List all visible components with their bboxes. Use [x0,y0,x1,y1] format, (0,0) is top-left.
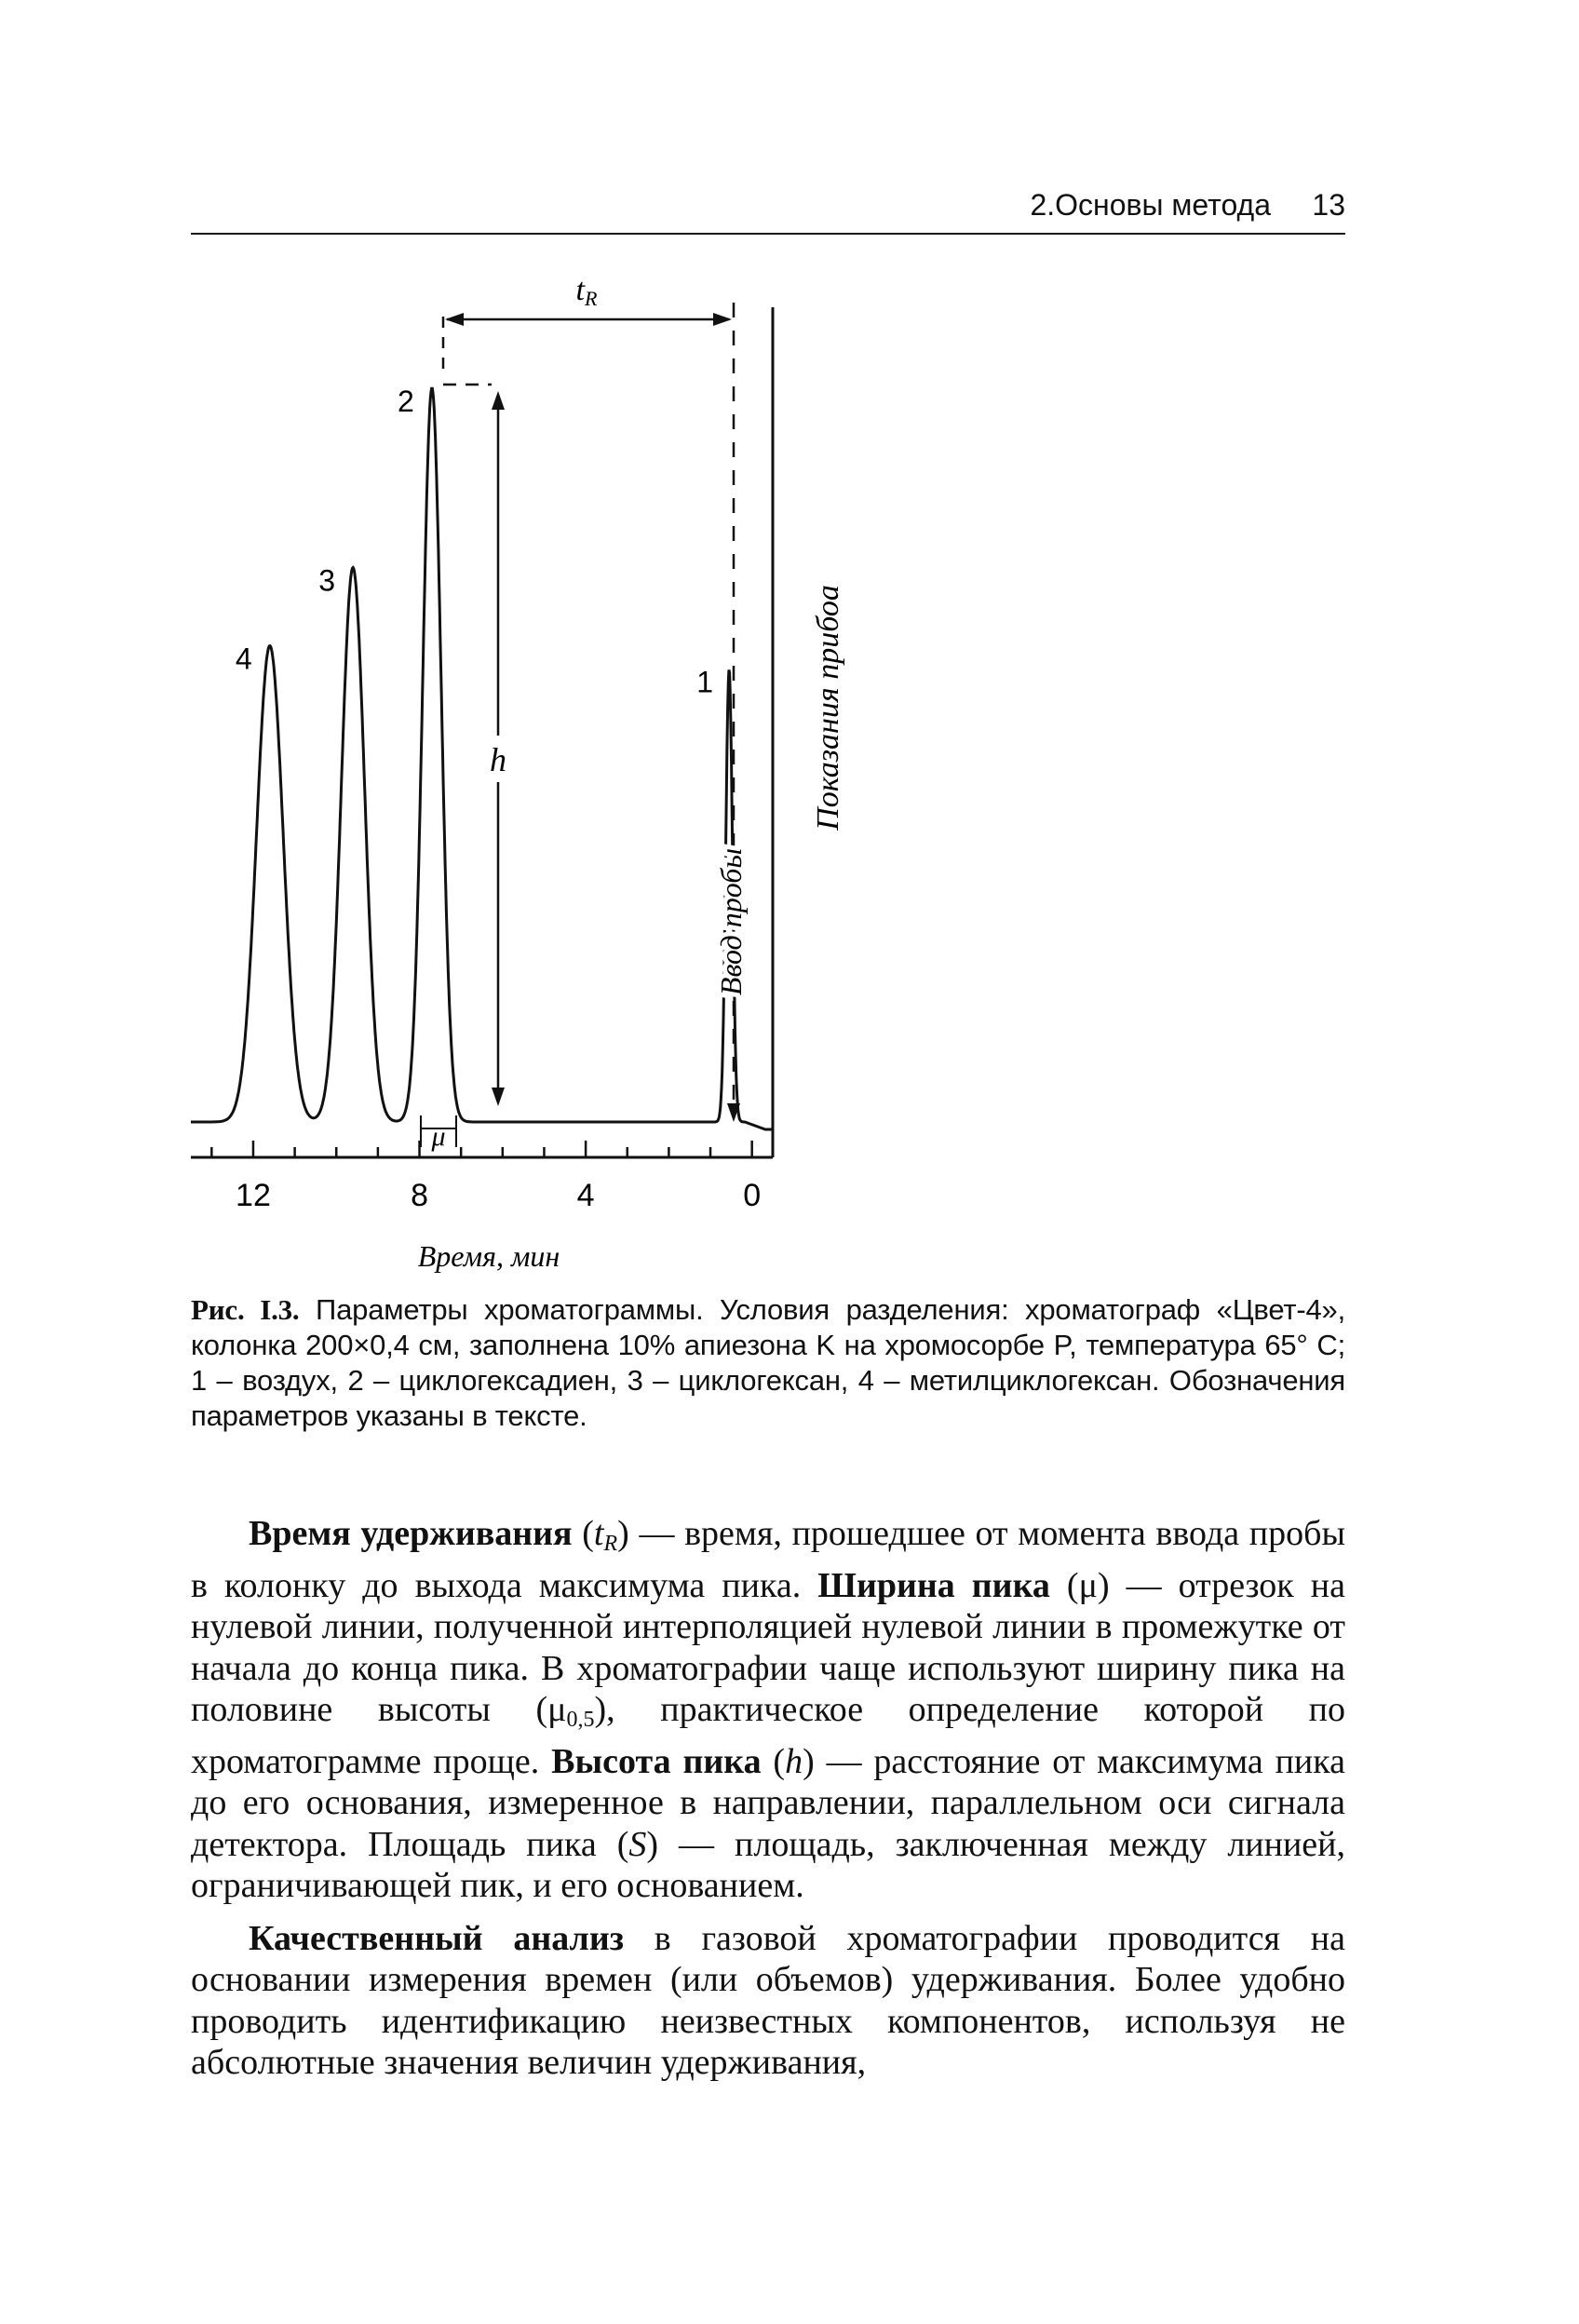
tr-arrow-left [445,313,464,326]
paragraph-qualitative-analysis: Качественный анализ в газовой хроматографии проводится на основании измерения времен (или объемов) удерживания. Более удобно проводить идентификацию неизвестных компонентов, используя не абсолютные значения величин удерживания, [191,1918,1345,2082]
width-label: μ [431,1121,446,1152]
figure-caption [191,1292,1345,1434]
tr-arrow-right [713,313,732,326]
term-qualitative-analysis: Качественный анализ [249,1918,625,1958]
x-tick-label-0: 0 [743,1178,762,1213]
tr-label: tR [575,273,598,310]
h-label: h [490,741,506,778]
term-peak-height: Высота пика [551,1741,762,1781]
chromatogram-trace [191,388,773,1129]
section-title: 2.Основы метода [1030,188,1271,222]
term-peak-width: Ширина пика [817,1565,1050,1605]
x-axis-ticks [211,1141,751,1157]
page-number: 13 [1312,188,1345,222]
h-arrow-down [492,1088,505,1106]
h-arrow-up [492,391,505,410]
peak-label-3: 3 [318,563,336,598]
body-text [191,1513,1345,2095]
x-axis-title: Время, мин [417,1239,560,1273]
x-tick-label-12: 12 [236,1178,271,1213]
injection-label: Ввод пробы [714,847,748,996]
caption-text: Параметры хроматограммы. Условия разделения: хроматограф «Цвет-4», колонка 200×0,4 см, заполнена 10% апиезона K на хромосорбе P, температура 65° C; 1 – воздух, 2 – циклогексадиен, 3 – циклогексан, 4 – метилциклогексан. Обозначения параметров указаны в тексте. [191,1293,1345,1432]
paragraph-definitions: Время удерживания $(t_R)$ — время, прошедшее от момента ввода пробы в колонку до выхода максимума пика. Ширина пика (μ) — отрезок на нулевой линии, полученной интерполяцией нулевой линии в промежутке от начала до конца пика. В хроматографии чаще используют ширину пика на половине высоты $(\mu_{0,5})$, практическое определение которой по хроматограмме проще. Высота пика (h) — расстояние от максимума пика до его основания, измеренное в направлении, параллельном оси сигнала детектора. Площадь пика (S) — площадь, заключенная между линией, ограничивающей пик, и его основанием. [191,1514,1346,1905]
peak-label-1: 1 [696,665,714,699]
caption-label: Рис. I.3. [191,1293,300,1326]
y-axis-title: Показания прибоа [811,585,845,831]
x-tick-label-4: 4 [576,1178,595,1213]
peak-label-4: 4 [235,642,252,676]
x-tick-label-8: 8 [411,1178,428,1213]
peak-label-2: 2 [398,384,414,418]
term-retention-time: Время удерживания [249,1514,573,1553]
